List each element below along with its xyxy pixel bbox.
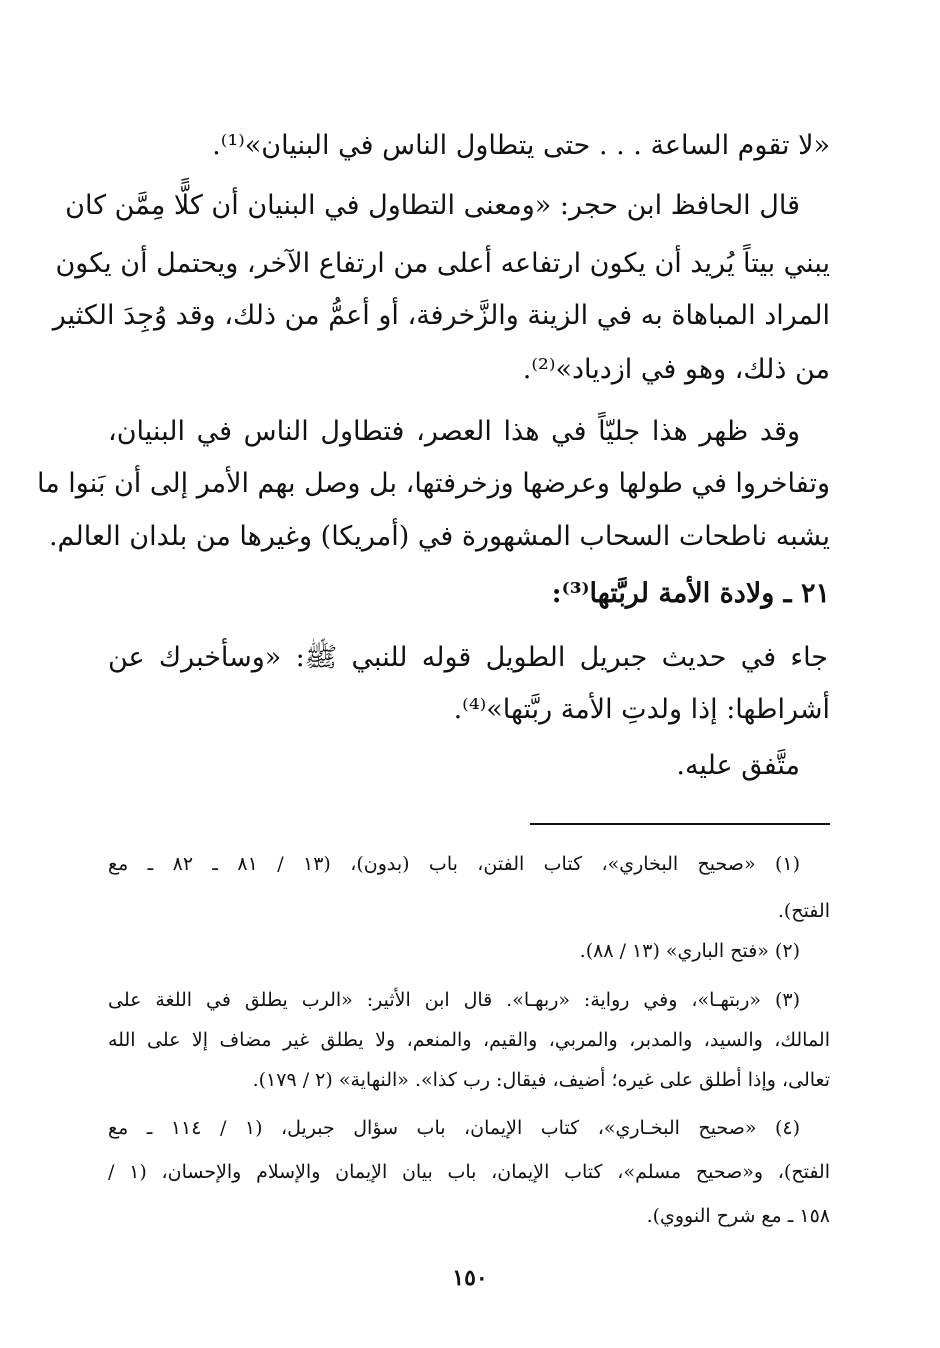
body-line-10: جاء في حديث جبريل الطويل قوله للنبي ﷺ: «وسأخبرك عن (108, 642, 828, 673)
footnote-3-line-3: تعالى، وإذا أطلق على غيره؛ أضيف، فيقال: رب كذا». «النهاية» (٢ / ١٧٩). (252, 1069, 830, 1091)
body-line-8: يشبه ناطحات السحاب المشهورة في (أمريكا) وغيرها من بلدان العالم. (48, 521, 830, 552)
body-line-7: وتفاخروا في طولها وعرضها وزخرفتها، بل وصل بهم الأمر إلى أن بَنوا ما (37, 468, 830, 499)
body-line-2: قال الحافظ ابن حجر: «ومعنى التطاول في البنيان أن كلًّا مِمَّن كان (65, 190, 800, 221)
footnote-4-line-1: (٤) «صحيح البخـاري»، كتاب الإيمان، باب سؤال جبريل، (١ / ١١٤ ـ مع (108, 1117, 800, 1139)
section-heading: ٢١ ـ ولادة الأمة لربَّتها⁽³⁾: (551, 578, 830, 609)
footnote-4-line-2: الفتح)، و«صحيح مسلم»، كتاب الإيمان، باب بيان الإيمان والإسلام والإحسان، (١ / (108, 1161, 830, 1183)
body-line-11: أشراطها: إذا ولدتِ الأمة ربَّتها»⁽⁴⁾. (453, 694, 830, 725)
body-line-1: «لا تقوم الساعة . . . حتى يتطاول الناس في البنيان»⁽¹⁾. (212, 130, 830, 161)
body-line-5: من ذلك، وهو في ازدياد»⁽²⁾. (522, 354, 830, 385)
body-line-3: يبني بيتاً يُريد أن يكون ارتفاعه أعلى من ارتفاع الآخر، ويحتمل أن يكون (55, 248, 830, 279)
footnote-3-line-1: (٣) «ربتهـا»، وفي رواية: «ربهـا». قال ابن الأثير: «الرب يطلق في اللغة على (108, 989, 800, 1011)
footnote-3-line-2: المالك، والسيد، والمدبر، والمربي، والقيم، والمنعم، ولا يطلق غير مضاف إلا على الله (108, 1029, 830, 1051)
body-line-6: وقد ظهر هذا جليّاً في هذا العصر، فتطاول الناس في البنيان، (108, 416, 800, 447)
footnote-1-line-2: الفتح). (777, 900, 830, 922)
footnote-1-line-1: (١) «صحيح البخاري»، كتاب الفتن، باب (بدون)، (١٣ / ٨١ ـ ٨٢ ـ مع (108, 853, 800, 875)
footnote-4-line-3: ١٥٨ ـ مع شرح النووي). (646, 1205, 830, 1227)
page-number: ١٥٠ (452, 1265, 488, 1291)
body-line-4: المراد المباهاة به في الزينة والزَّخرفة، أو أعمُّ من ذلك، وقد وُجِدَ الكثير (52, 300, 830, 331)
footnote-separator (530, 823, 830, 825)
body-line-12: متَّفق عليه. (676, 750, 800, 781)
footnote-2: (٢) «فتح الباري» (١٣ / ٨٨). (579, 940, 800, 962)
